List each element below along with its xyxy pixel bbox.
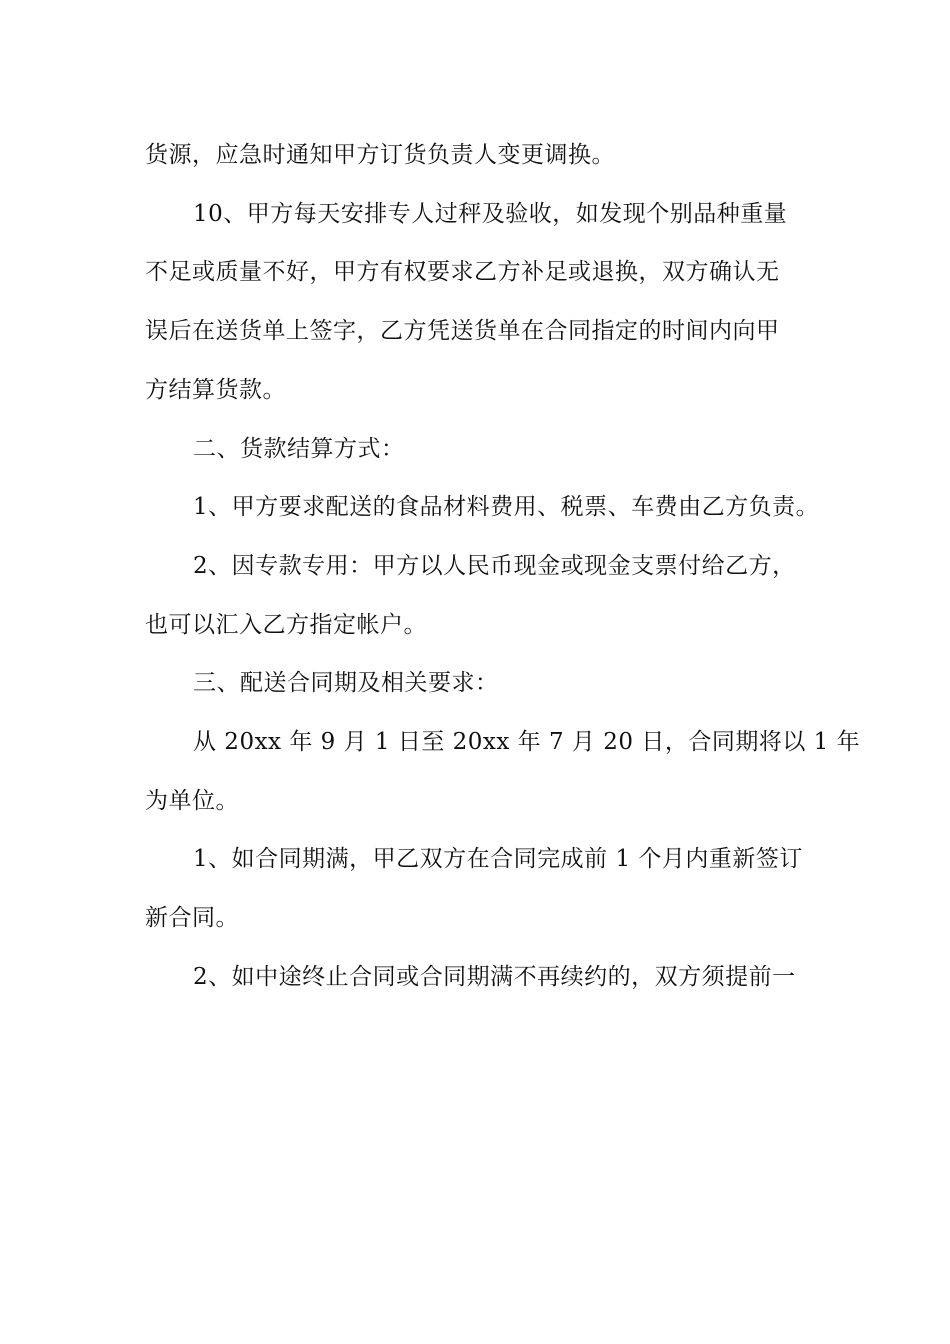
document-body bbox=[145, 126, 861, 1007]
text-line: 2、如中途终止合同或合同期满不再续约的，双方须提前一 bbox=[193, 963, 796, 990]
text-line: 从 20xx 年 9 月 1 日至 20xx 年 7 月 20 日，合同期将以 1 年 bbox=[193, 729, 861, 756]
text-line: 1、甲方要求配送的食品材料费用、税票、车费由乙方负责。 bbox=[193, 494, 820, 521]
section-heading: 二、货款结算方式： bbox=[193, 435, 405, 462]
text-line: 1、如合同期满，甲乙双方在合同完成前 1 个月内重新签订 bbox=[193, 846, 803, 873]
section-heading: 三、配送合同期及相关要求： bbox=[193, 670, 499, 697]
text-line: 方结算货款。 bbox=[145, 376, 286, 403]
text-line: 10、甲方每天安排专人过秤及验收，如发现个别品种重量 bbox=[193, 200, 788, 227]
text-line: 误后在送货单上签字，乙方凭送货单在合同指定的时间内向甲 bbox=[145, 318, 780, 345]
text-line: 也可以汇入乙方指定帐户。 bbox=[145, 611, 427, 638]
text-line: 不足或质量不好，甲方有权要求乙方补足或退换，双方确认无 bbox=[145, 259, 780, 286]
text-line: 新合同。 bbox=[145, 905, 239, 932]
text-line: 货源，应急时通知甲方订货负责人变更调换。 bbox=[145, 142, 615, 168]
text-line: 为单位。 bbox=[145, 787, 239, 814]
text-line: 2、因专款专用：甲方以人民币现金或现金支票付给乙方， bbox=[193, 552, 796, 579]
